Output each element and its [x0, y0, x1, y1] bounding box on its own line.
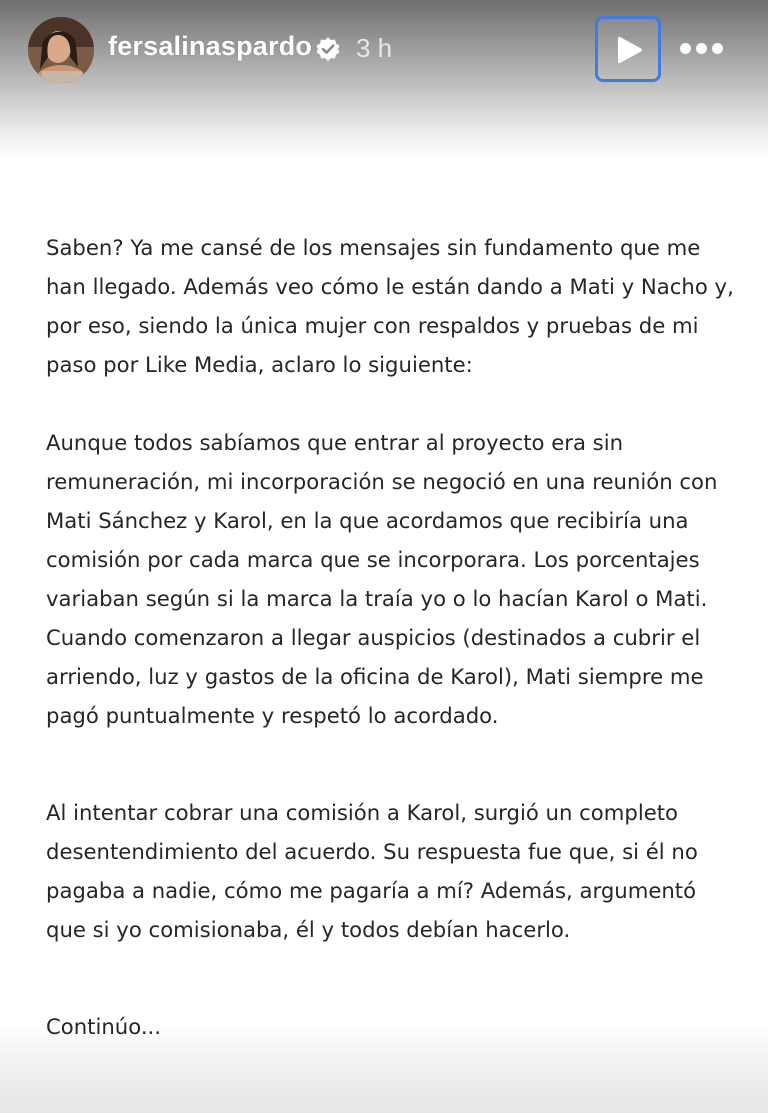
more-horizontal-icon-dot — [696, 43, 707, 54]
more-horizontal-icon-dot — [712, 43, 723, 54]
avatar[interactable] — [28, 17, 94, 83]
story-paragraph-4: Continúo... — [46, 1014, 162, 1039]
story-paragraph-3: Al intentar cobrar una comisión a Karol, surgió un completo desentendimiento del acuerdo. Su respuesta fue que, si él no pagaba a nadie, cómo me pagaría a mí? Además, argumentó que si yo comisionaba, él y todos debían hacerlo. — [46, 800, 698, 942]
play-icon — [616, 35, 644, 65]
play-button[interactable] — [595, 16, 661, 82]
story-text — [46, 228, 736, 1046]
more-options-button[interactable] — [676, 30, 726, 70]
story-paragraph-1: Saben? Ya me cansé de los mensajes sin fundamento que me han llegado. Además veo cómo le están dando a Mati y Nacho y, por eso, siendo la única mujer con respaldos y pruebas de mi paso por Like Media, aclaro lo siguiente: — [46, 235, 734, 377]
story-paragraph-2: Aunque todos sabíamos que entrar al proyecto era sin remuneración, mi incorporación se negoció en una reunión con Mati Sánchez y Karol, en la que acordamos que recibiría una comisión por cada marca que se incorporara. Los porcentajes variaban según si la marca la traía yo o lo hacían Karol o Mati. Cuando comenzaron a llegar auspicios (destinados a cubrir el arriendo, luz y gastos de la oficina de Karol), Mati siempre me pagó puntualmente y respetó lo acordado. — [46, 430, 718, 728]
avatar-image — [28, 17, 94, 83]
more-horizontal-icon — [680, 43, 691, 54]
timestamp: 3 h — [356, 33, 393, 63]
story-header — [0, 0, 768, 100]
verified-badge-icon — [315, 36, 341, 62]
username[interactable]: fersalinaspardo — [108, 31, 313, 61]
